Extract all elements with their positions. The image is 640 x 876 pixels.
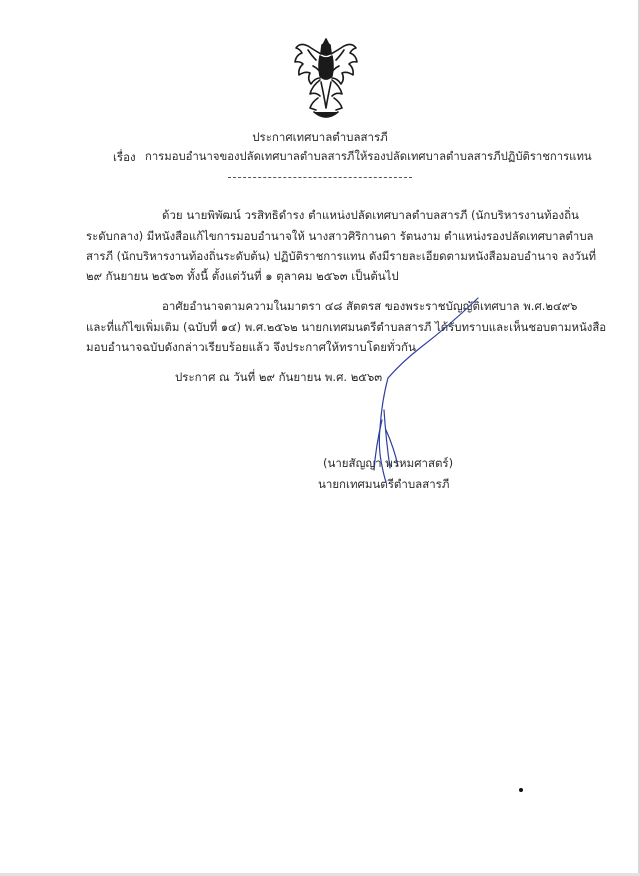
- para1-line2: ระดับกลาง) มีหนังสือแก้ไขการมอบอำนาจให้ นางสาวศิริกานดา รัตนงาม ตำแหน่งรองปลัดเทศบาลตำบล: [86, 229, 594, 243]
- para1-line1: ด้วย นายพิพัฒน์ วรสิทธิดำรง ตำแหน่งปลัดเทศบาลตำบลสารภี (นักบริหารงานท้องถิ่น: [162, 208, 579, 222]
- para2-line3: มอบอำนาจฉบับดังกล่าวเรียบร้อยแล้ว จึงประกาศให้ทราบโดยทั่วกัน: [86, 340, 416, 354]
- para2-line2: และที่แก้ไขเพิ่มเติม (ฉบับที่ ๑๔) พ.ศ.๒๕๖๒ นายกเทศมนตรีตำบลสารภี ได้รับทราบและเห็นชอบตามหนังสือ: [86, 320, 607, 334]
- para1-line4: ๒๙ กันยายน ๒๕๖๓ ทั้งนี้ ตั้งแต่วันที่ ๑ ตุลาคม ๒๕๖๓ เป็นต้นไป: [86, 269, 399, 283]
- announce-date-line: ประกาศ ณ วันที่ ๒๙ กันยายน พ.ศ. ๒๕๖๓: [175, 370, 383, 384]
- garuda-emblem-icon: [290, 36, 362, 122]
- para2-line1: อาศัยอำนาจตามความในมาตรา ๔๘ สัตตรส ของพระราชบัญญัติเทศบาล พ.ศ.๒๔๙๖: [162, 299, 578, 313]
- subject-label: เรื่อง: [113, 150, 136, 164]
- ink-dot: [519, 788, 523, 792]
- signer-position: นายกเทศมนตรีตำบลสารภี: [318, 477, 450, 491]
- para1-line3: สารภี (นักบริหารงานท้องถิ่นระดับต้น) ปฏิบัติราชการแทน ดังมีรายละเอียดตามหนังสือมอบอำนาจ ลงวันที่: [86, 249, 597, 263]
- document-title: ประกาศเทศบาลตำบลสารภี: [252, 130, 388, 144]
- signer-name: (นายสัญญา พรหมศาสตร์): [323, 456, 454, 470]
- subject-text: การมอบอำนาจของปลัดเทศบาลตำบลสารภีให้รองปลัดเทศบาลตำบลสารภีปฏิบัติราชการแทน: [145, 150, 592, 163]
- title-divider: [228, 177, 412, 178]
